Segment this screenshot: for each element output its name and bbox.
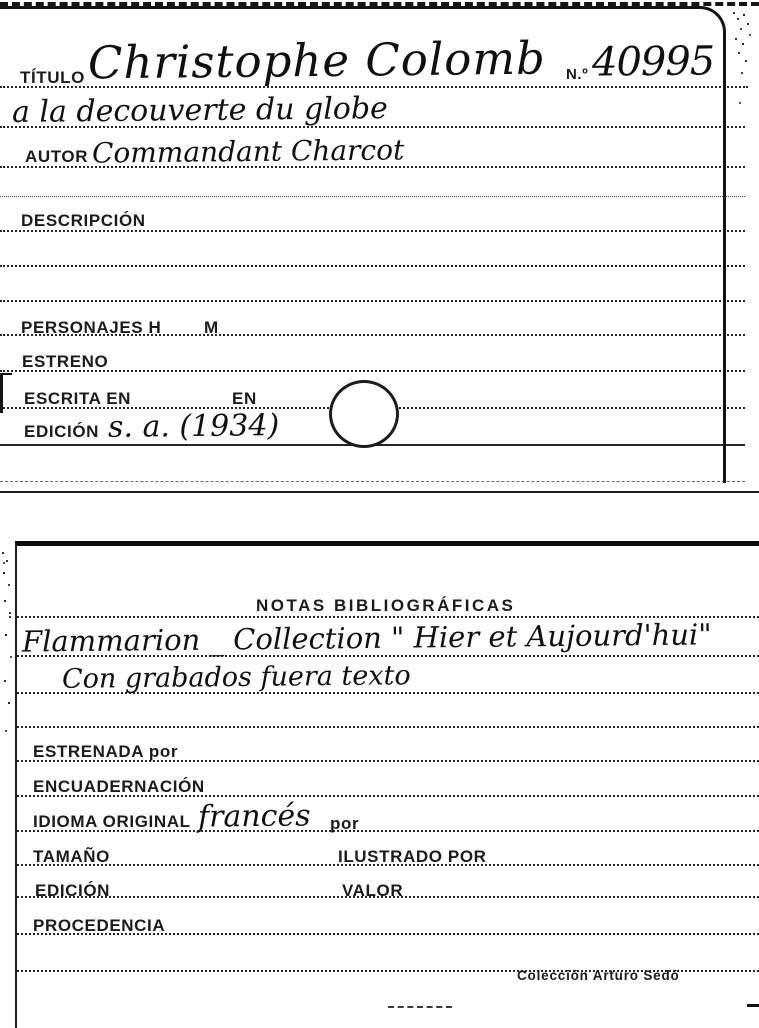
handwritten-note-line2: Con grabados fuera texto	[61, 660, 411, 695]
field-label-estrenada-text: ESTRENADA	[33, 742, 144, 761]
field-label-titulo: TÍTULO	[20, 68, 85, 87]
field-label-autor: AUTOR	[25, 147, 89, 166]
field-label-numero: N.º	[566, 66, 589, 83]
field-label-procedencia: PROCEDENCIA	[33, 916, 166, 935]
handwritten-catalog-number: 40995	[591, 38, 715, 86]
field-label-idioma-por: por	[330, 814, 360, 833]
handwritten-title-line2: a la decouverte du globe	[11, 91, 389, 130]
scan-noise-bottom-left	[2, 552, 4, 554]
field-label-encuadernacion: ENCUADERNACIÓN	[33, 777, 205, 796]
stray-dash-mark	[388, 1006, 452, 1008]
field-label-estrenada-por: por	[148, 742, 179, 761]
field-label-personajes: PERSONAJES H	[21, 318, 162, 337]
handwritten-author: Commandant Charcot	[91, 133, 405, 170]
collection-stamp: Colección Arturo Sedó	[517, 968, 680, 983]
handwritten-note-line1: Flammarion _ Collection " Hier et Aujourd'hui"	[21, 617, 712, 659]
field-label-personajes-m: M	[204, 318, 219, 337]
field-label-ilustrado: ILUSTRADO POR	[338, 847, 487, 866]
field-label-descripcion: DESCRIPCIÓN	[21, 211, 146, 230]
field-label-valor: VALOR	[342, 881, 404, 900]
stray-bracket-mark	[0, 373, 12, 413]
hole-punch-mark	[329, 380, 399, 448]
scan-noise-top-right	[733, 12, 735, 14]
handwritten-language: francés	[197, 798, 311, 835]
field-label-en: EN	[232, 389, 257, 408]
section-heading-notas: NOTAS BIBLIOGRÁFICAS	[256, 596, 516, 615]
handwritten-edition: s. a. (1934)	[107, 408, 280, 445]
stray-dash-mark	[747, 1004, 759, 1007]
field-label-estreno: ESTRENO	[22, 352, 109, 371]
field-label-edicion2: EDICIÓN	[35, 881, 111, 900]
field-label-edicion: EDICIÓN	[24, 422, 100, 441]
handwritten-title: Christophe Colomb	[87, 31, 547, 90]
field-label-escrita-en: ESCRITA EN	[24, 389, 132, 408]
field-label-estrenada	[33, 742, 178, 762]
card1-bottom-edge	[0, 491, 759, 493]
field-label-idioma: IDIOMA ORIGINAL	[33, 812, 191, 831]
field-label-tamano: TAMAÑO	[33, 847, 110, 866]
